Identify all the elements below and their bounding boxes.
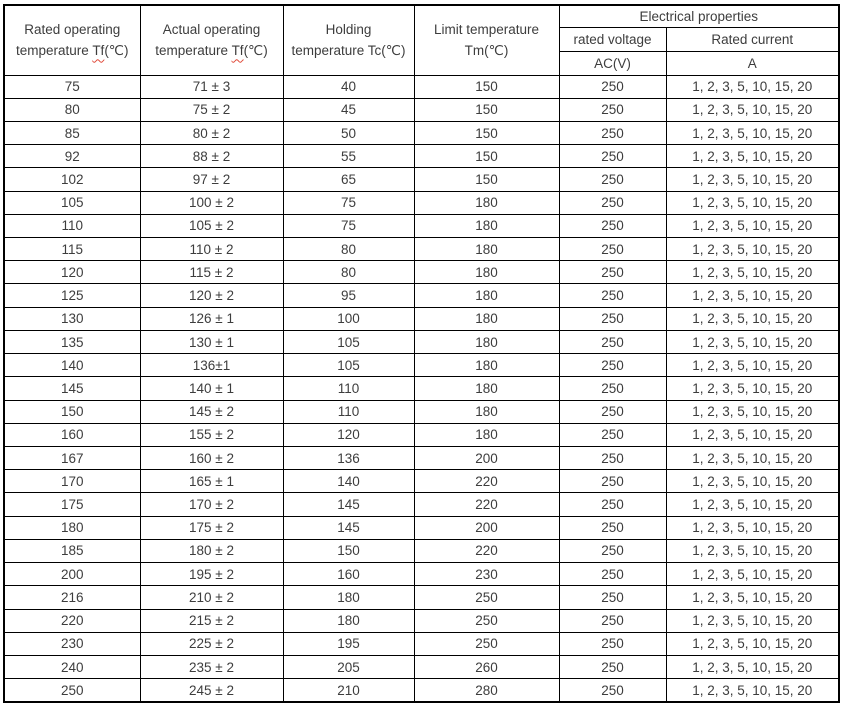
cell-limit-temp: 180 (414, 423, 559, 446)
cell-limit-temp: 180 (414, 261, 559, 284)
cell-actual-operating-temp: 71 ± 3 (140, 75, 283, 98)
header-line: Rated operating (24, 22, 121, 38)
col-header-actual-operating-temp (140, 5, 283, 75)
cell-actual-operating-temp: 160 ± 2 (140, 447, 283, 470)
cell-limit-temp: 150 (414, 168, 559, 191)
cell-rated-operating-temp: 140 (4, 354, 140, 377)
cell-holding-temp: 205 (283, 655, 414, 678)
table-row (4, 609, 839, 632)
cell-rated-voltage: 250 (559, 191, 666, 214)
cell-holding-temp: 180 (283, 586, 414, 609)
cell-holding-temp: 160 (283, 563, 414, 586)
cell-rated-operating-temp: 240 (4, 655, 140, 678)
spellcheck-marked-text: Tf (92, 43, 105, 59)
cell-rated-current: 1, 2, 3, 5, 10, 15, 20 (666, 330, 839, 353)
cell-limit-temp: 180 (414, 377, 559, 400)
col-header-voltage-unit: AC(V) (559, 51, 666, 75)
cell-rated-operating-temp: 75 (4, 75, 140, 98)
cell-holding-temp: 45 (283, 98, 414, 121)
table-row (4, 632, 839, 655)
cell-holding-temp: 145 (283, 516, 414, 539)
col-header-rated-operating-temp (4, 5, 140, 75)
cell-rated-current: 1, 2, 3, 5, 10, 15, 20 (666, 632, 839, 655)
cell-rated-current: 1, 2, 3, 5, 10, 15, 20 (666, 563, 839, 586)
cell-rated-operating-temp: 105 (4, 191, 140, 214)
cell-rated-voltage: 250 (559, 75, 666, 98)
cell-actual-operating-temp: 115 ± 2 (140, 261, 283, 284)
cell-rated-voltage: 250 (559, 447, 666, 470)
cell-rated-current: 1, 2, 3, 5, 10, 15, 20 (666, 307, 839, 330)
cell-rated-operating-temp: 160 (4, 423, 140, 446)
cell-rated-voltage: 250 (559, 563, 666, 586)
cell-actual-operating-temp: 136±1 (140, 354, 283, 377)
cell-rated-voltage: 250 (559, 238, 666, 261)
cell-rated-operating-temp: 80 (4, 98, 140, 121)
header-line: Actual operating (162, 22, 261, 38)
header-row-groups (4, 5, 839, 27)
table-row (4, 121, 839, 144)
cell-rated-operating-temp: 150 (4, 400, 140, 423)
table-row (4, 516, 839, 539)
cell-limit-temp: 220 (414, 539, 559, 562)
table-row (4, 168, 839, 191)
cell-holding-temp: 75 (283, 214, 414, 237)
cell-rated-voltage: 250 (559, 632, 666, 655)
cell-rated-voltage: 250 (559, 423, 666, 446)
cell-actual-operating-temp: 245 ± 2 (140, 679, 283, 702)
cell-rated-current: 1, 2, 3, 5, 10, 15, 20 (666, 284, 839, 307)
table-row (4, 423, 839, 446)
header-line: temperature (155, 43, 232, 59)
cell-rated-current: 1, 2, 3, 5, 10, 15, 20 (666, 214, 839, 237)
cell-limit-temp: 180 (414, 238, 559, 261)
cell-rated-voltage: 250 (559, 284, 666, 307)
table-row (4, 191, 839, 214)
cell-rated-operating-temp: 175 (4, 493, 140, 516)
cell-holding-temp: 55 (283, 145, 414, 168)
cell-rated-operating-temp: 180 (4, 516, 140, 539)
table-row (4, 284, 839, 307)
table-row (4, 400, 839, 423)
cell-actual-operating-temp: 97 ± 2 (140, 168, 283, 191)
table-row (4, 75, 839, 98)
cell-rated-current: 1, 2, 3, 5, 10, 15, 20 (666, 400, 839, 423)
cell-rated-operating-temp: 125 (4, 284, 140, 307)
col-header-rated-current: Rated current (666, 27, 839, 51)
cell-rated-voltage: 250 (559, 679, 666, 702)
header-line: Limit temperature (433, 22, 540, 38)
table-row (4, 655, 839, 678)
cell-holding-temp: 100 (283, 307, 414, 330)
cell-rated-operating-temp: 130 (4, 307, 140, 330)
cell-rated-operating-temp: 230 (4, 632, 140, 655)
cell-limit-temp: 250 (414, 632, 559, 655)
cell-holding-temp: 75 (283, 191, 414, 214)
cell-holding-temp: 180 (283, 609, 414, 632)
cell-rated-operating-temp: 220 (4, 609, 140, 632)
cell-rated-voltage: 250 (559, 121, 666, 144)
cell-actual-operating-temp: 165 ± 1 (140, 470, 283, 493)
cell-rated-operating-temp: 85 (4, 121, 140, 144)
cell-actual-operating-temp: 120 ± 2 (140, 284, 283, 307)
cell-actual-operating-temp: 170 ± 2 (140, 493, 283, 516)
cell-holding-temp: 105 (283, 354, 414, 377)
table-row (4, 447, 839, 470)
cell-holding-temp: 210 (283, 679, 414, 702)
cell-rated-voltage: 250 (559, 214, 666, 237)
cell-holding-temp: 95 (283, 284, 414, 307)
table-row (4, 377, 839, 400)
table-row (4, 679, 839, 702)
table-body (4, 75, 839, 702)
cell-actual-operating-temp: 195 ± 2 (140, 563, 283, 586)
cell-limit-temp: 150 (414, 75, 559, 98)
cell-rated-operating-temp: 200 (4, 563, 140, 586)
cell-actual-operating-temp: 88 ± 2 (140, 145, 283, 168)
cell-holding-temp: 110 (283, 377, 414, 400)
cell-actual-operating-temp: 75 ± 2 (140, 98, 283, 121)
cell-rated-current: 1, 2, 3, 5, 10, 15, 20 (666, 145, 839, 168)
cell-rated-voltage: 250 (559, 539, 666, 562)
cell-holding-temp: 120 (283, 423, 414, 446)
cell-limit-temp: 180 (414, 354, 559, 377)
cell-rated-current: 1, 2, 3, 5, 10, 15, 20 (666, 238, 839, 261)
cell-rated-current: 1, 2, 3, 5, 10, 15, 20 (666, 447, 839, 470)
header-line: temperature Tc(℃) (291, 43, 406, 59)
cell-holding-temp: 50 (283, 121, 414, 144)
cell-limit-temp: 280 (414, 679, 559, 702)
cell-actual-operating-temp: 145 ± 2 (140, 400, 283, 423)
table-row (4, 238, 839, 261)
cell-actual-operating-temp: 235 ± 2 (140, 655, 283, 678)
table-row (4, 539, 839, 562)
cell-holding-temp: 105 (283, 330, 414, 353)
table-row (4, 307, 839, 330)
cell-limit-temp: 150 (414, 98, 559, 121)
cell-rated-voltage: 250 (559, 655, 666, 678)
cell-actual-operating-temp: 180 ± 2 (140, 539, 283, 562)
cell-rated-operating-temp: 250 (4, 679, 140, 702)
cell-rated-operating-temp: 185 (4, 539, 140, 562)
table-row (4, 563, 839, 586)
cell-rated-voltage: 250 (559, 586, 666, 609)
cell-actual-operating-temp: 105 ± 2 (140, 214, 283, 237)
cell-rated-current: 1, 2, 3, 5, 10, 15, 20 (666, 655, 839, 678)
table-row (4, 586, 839, 609)
col-header-electrical-properties: Electrical properties (559, 5, 839, 27)
col-header-current-unit: A (666, 51, 839, 75)
cell-rated-current: 1, 2, 3, 5, 10, 15, 20 (666, 423, 839, 446)
header-line: (℃) (243, 43, 268, 59)
cell-limit-temp: 180 (414, 191, 559, 214)
cell-rated-current: 1, 2, 3, 5, 10, 15, 20 (666, 98, 839, 121)
cell-rated-voltage: 250 (559, 168, 666, 191)
cell-limit-temp: 180 (414, 330, 559, 353)
header-line: temperature (16, 43, 93, 59)
cell-rated-current: 1, 2, 3, 5, 10, 15, 20 (666, 679, 839, 702)
cell-limit-temp: 220 (414, 493, 559, 516)
cell-actual-operating-temp: 110 ± 2 (140, 238, 283, 261)
cell-rated-voltage: 250 (559, 493, 666, 516)
cell-rated-voltage: 250 (559, 609, 666, 632)
cell-rated-voltage: 250 (559, 354, 666, 377)
cell-holding-temp: 40 (283, 75, 414, 98)
col-header-rated-voltage: rated voltage (559, 27, 666, 51)
cell-rated-voltage: 250 (559, 377, 666, 400)
table-row (4, 470, 839, 493)
cell-rated-voltage: 250 (559, 516, 666, 539)
cell-holding-temp: 80 (283, 238, 414, 261)
cell-rated-current: 1, 2, 3, 5, 10, 15, 20 (666, 586, 839, 609)
cell-holding-temp: 145 (283, 493, 414, 516)
cell-rated-voltage: 250 (559, 470, 666, 493)
col-header-holding-temp (283, 5, 414, 75)
cell-limit-temp: 180 (414, 400, 559, 423)
cell-rated-operating-temp: 167 (4, 447, 140, 470)
cell-rated-current: 1, 2, 3, 5, 10, 15, 20 (666, 493, 839, 516)
cell-holding-temp: 195 (283, 632, 414, 655)
table-row (4, 330, 839, 353)
cell-rated-operating-temp: 92 (4, 145, 140, 168)
cell-actual-operating-temp: 126 ± 1 (140, 307, 283, 330)
cell-holding-temp: 80 (283, 261, 414, 284)
header-line: Holding (325, 22, 372, 38)
cell-rated-voltage: 250 (559, 145, 666, 168)
cell-limit-temp: 230 (414, 563, 559, 586)
cell-rated-current: 1, 2, 3, 5, 10, 15, 20 (666, 516, 839, 539)
cell-rated-current: 1, 2, 3, 5, 10, 15, 20 (666, 377, 839, 400)
cell-holding-temp: 150 (283, 539, 414, 562)
cell-rated-voltage: 250 (559, 400, 666, 423)
col-header-limit-temp (414, 5, 559, 75)
cell-rated-voltage: 250 (559, 261, 666, 284)
cell-actual-operating-temp: 80 ± 2 (140, 121, 283, 144)
cell-actual-operating-temp: 175 ± 2 (140, 516, 283, 539)
cell-limit-temp: 180 (414, 284, 559, 307)
cell-rated-operating-temp: 115 (4, 238, 140, 261)
spellcheck-marked-text: Tf (231, 43, 244, 59)
thermal-fuse-spec-table (3, 4, 840, 703)
cell-rated-operating-temp: 170 (4, 470, 140, 493)
header-line: Tm(℃) (464, 43, 509, 59)
cell-actual-operating-temp: 225 ± 2 (140, 632, 283, 655)
cell-limit-temp: 250 (414, 586, 559, 609)
cell-actual-operating-temp: 140 ± 1 (140, 377, 283, 400)
table-row (4, 98, 839, 121)
header-line: (℃) (104, 43, 129, 59)
table-row (4, 261, 839, 284)
cell-rated-operating-temp: 145 (4, 377, 140, 400)
cell-actual-operating-temp: 155 ± 2 (140, 423, 283, 446)
cell-rated-current: 1, 2, 3, 5, 10, 15, 20 (666, 539, 839, 562)
cell-rated-current: 1, 2, 3, 5, 10, 15, 20 (666, 354, 839, 377)
cell-limit-temp: 150 (414, 145, 559, 168)
cell-actual-operating-temp: 215 ± 2 (140, 609, 283, 632)
cell-actual-operating-temp: 100 ± 2 (140, 191, 283, 214)
table-row (4, 493, 839, 516)
cell-rated-operating-temp: 120 (4, 261, 140, 284)
cell-rated-current: 1, 2, 3, 5, 10, 15, 20 (666, 609, 839, 632)
cell-holding-temp: 136 (283, 447, 414, 470)
cell-holding-temp: 140 (283, 470, 414, 493)
cell-rated-voltage: 250 (559, 307, 666, 330)
cell-rated-current: 1, 2, 3, 5, 10, 15, 20 (666, 121, 839, 144)
cell-rated-current: 1, 2, 3, 5, 10, 15, 20 (666, 75, 839, 98)
cell-rated-operating-temp: 102 (4, 168, 140, 191)
cell-holding-temp: 110 (283, 400, 414, 423)
cell-limit-temp: 180 (414, 214, 559, 237)
cell-limit-temp: 250 (414, 609, 559, 632)
cell-rated-operating-temp: 110 (4, 214, 140, 237)
cell-rated-current: 1, 2, 3, 5, 10, 15, 20 (666, 470, 839, 493)
cell-rated-current: 1, 2, 3, 5, 10, 15, 20 (666, 168, 839, 191)
table-row (4, 145, 839, 168)
cell-actual-operating-temp: 130 ± 1 (140, 330, 283, 353)
cell-limit-temp: 220 (414, 470, 559, 493)
cell-limit-temp: 200 (414, 516, 559, 539)
cell-limit-temp: 260 (414, 655, 559, 678)
cell-rated-operating-temp: 135 (4, 330, 140, 353)
cell-limit-temp: 180 (414, 307, 559, 330)
table-row (4, 214, 839, 237)
table-header (4, 5, 839, 75)
cell-holding-temp: 65 (283, 168, 414, 191)
cell-rated-current: 1, 2, 3, 5, 10, 15, 20 (666, 191, 839, 214)
cell-actual-operating-temp: 210 ± 2 (140, 586, 283, 609)
table-row (4, 354, 839, 377)
cell-rated-voltage: 250 (559, 98, 666, 121)
cell-rated-current: 1, 2, 3, 5, 10, 15, 20 (666, 261, 839, 284)
cell-limit-temp: 150 (414, 121, 559, 144)
cell-rated-operating-temp: 216 (4, 586, 140, 609)
cell-limit-temp: 200 (414, 447, 559, 470)
cell-rated-voltage: 250 (559, 330, 666, 353)
